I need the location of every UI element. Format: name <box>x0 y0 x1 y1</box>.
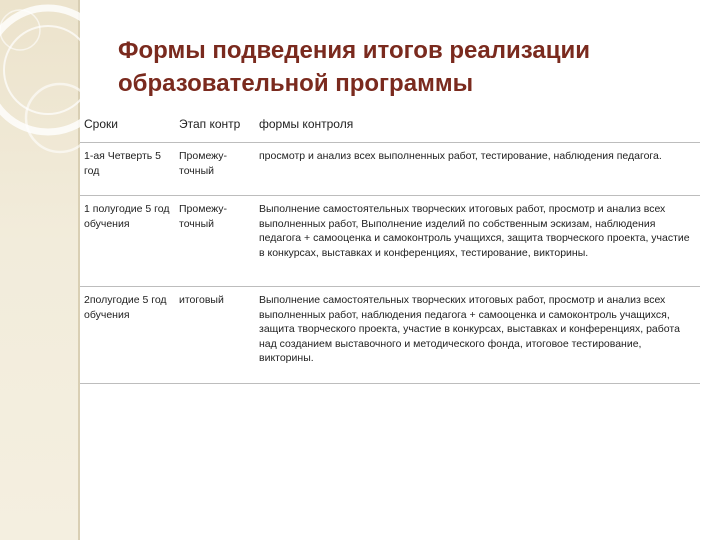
cell-forms: Выполнение самостоятельных творческих итоговых работ, просмотр и анализ всех выполненных работ, Выполнение изделий по собственным эскизам, наблюдения педагога + самооценка и самоконтроль учащихся, защита творческого проекта, участие в конкурсах, выставках и конференциях, тестирование, викторины. <box>255 196 700 287</box>
slide-title-line-1: Формы подведения итогов реализации <box>118 37 590 64</box>
cell-forms: просмотр и анализ всех выполненных работ, тестирование, наблюдения педагога. <box>255 143 700 196</box>
decorative-side-band <box>0 0 78 540</box>
header-forms: формы контроля <box>255 110 700 143</box>
table-header-row <box>80 110 700 143</box>
table-row <box>80 287 700 384</box>
cell-stage: Промежу-точный <box>175 196 255 287</box>
cell-forms: Выполнение самостоятельных творческих итоговых работ, просмотр и анализ всех выполненных работ, наблюдения педагога + самооценка и самоконтроль учащихся, защита творческого проекта, участие в конкурсах, выставках и конференциях, работа над созданием выставочного и методического фонда, итоговое тестирование, викторины. <box>255 287 700 384</box>
cell-stage: Промежу-точный <box>175 143 255 196</box>
control-forms-table-container <box>80 110 700 384</box>
cell-period: 1-ая Четверть 5 год <box>80 143 175 196</box>
slide-title <box>118 34 698 100</box>
header-stage: Этап контр <box>175 110 255 143</box>
control-forms-table <box>80 110 700 384</box>
cell-period: 2полугодие 5 год обучения <box>80 287 175 384</box>
slide-title-line-2: образовательной программы <box>118 70 474 97</box>
table-row <box>80 143 700 196</box>
table-row <box>80 196 700 287</box>
cell-period: 1 полугодие 5 год обучения <box>80 196 175 287</box>
header-period: Сроки <box>80 110 175 143</box>
cell-stage: итоговый <box>175 287 255 384</box>
